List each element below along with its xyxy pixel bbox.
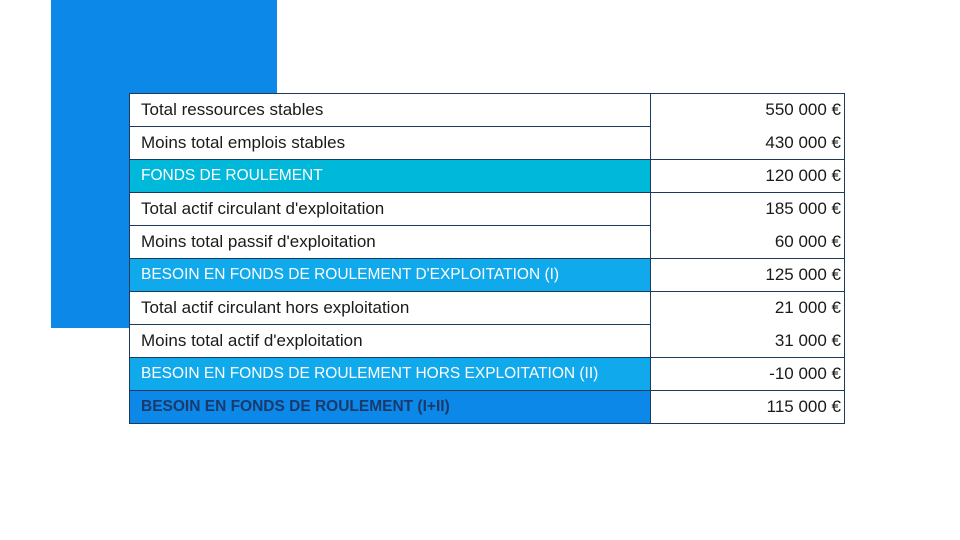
row-label: BESOIN EN FONDS DE ROULEMENT D'EXPLOITATION (I) [130, 259, 651, 292]
table-row [130, 292, 845, 325]
row-label: BESOIN EN FONDS DE ROULEMENT (I+II) [130, 391, 651, 424]
row-label: Moins total actif d'exploitation [130, 325, 651, 358]
table-row-bfr-total [130, 391, 845, 424]
row-value: 185 000 € [651, 193, 845, 226]
table-row-bfr-hors-exploitation [130, 358, 845, 391]
row-label: Total actif circulant hors exploitation [130, 292, 651, 325]
table-row [130, 193, 845, 226]
table-row-bfr-exploitation [130, 259, 845, 292]
financial-table [129, 93, 845, 424]
row-label: Total actif circulant d'exploitation [130, 193, 651, 226]
row-value: 120 000 € [651, 160, 845, 193]
row-value: 125 000 € [651, 259, 845, 292]
row-value: -10 000 € [651, 358, 845, 391]
row-label: FONDS DE ROULEMENT [130, 160, 651, 193]
row-value: 430 000 € [651, 127, 845, 160]
row-value: 31 000 € [651, 325, 845, 358]
row-value: 60 000 € [651, 226, 845, 259]
table-row [130, 325, 845, 358]
row-value: 21 000 € [651, 292, 845, 325]
row-label: BESOIN EN FONDS DE ROULEMENT HORS EXPLOITATION (II) [130, 358, 651, 391]
table-row [130, 94, 845, 127]
row-label: Total ressources stables [130, 94, 651, 127]
row-label: Moins total emplois stables [130, 127, 651, 160]
row-label: Moins total passif d'exploitation [130, 226, 651, 259]
row-value: 115 000 € [651, 391, 845, 424]
table-row [130, 226, 845, 259]
row-value: 550 000 € [651, 94, 845, 127]
table-row [130, 127, 845, 160]
table-row-fonds-de-roulement [130, 160, 845, 193]
